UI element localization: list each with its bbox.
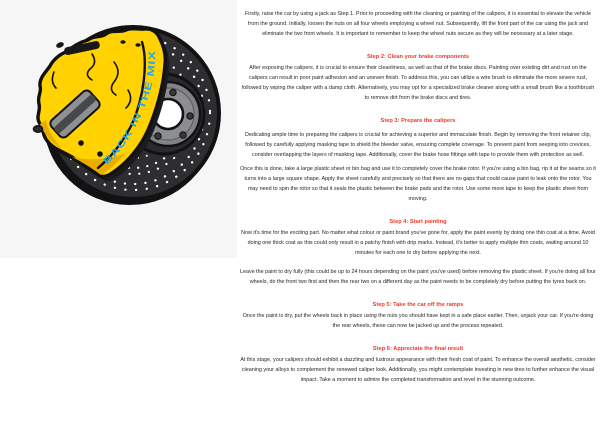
step-4-paragraph-2: Leave the paint to dry fully (this could be up to 24 hours depending on the paint you've used) before removing the plastic sheet. If you're doing all four wheels, do the front two first and then the rear two on a different day as the paint needs to be completely dry before putting the tyres back on. (240, 269, 596, 285)
step-5-paragraph: Once the paint is dry, put the wheels back in place using the nuts you should have kept in a safe place earlier. Then, unjack your car. If you're doing the rear wheels, these can now be jacked up and the process repeated. (242, 313, 594, 329)
step-4-heading: Step 4: Start painting (389, 219, 447, 225)
step-2-paragraph: After exposing the calipers, it is crucial to ensure their cleanliness, as well as that of the brake discs. Painting over existing dirt and rust on the calipers can result in poor paint adhesion and an uneven finish. To address this, you can utilize a wire brush to eliminate the more severe rust, followed by wiping the caliper with a damp cloth. Alternatively, you may opt for a specialized brake cleaner along with a small brush like a toothbrush to remove dirt from the brake discs and tires. (241, 65, 595, 101)
step-3-heading: Step 3: Prepare the calipers (380, 118, 456, 124)
intro-paragraph: Firstly, raise the car by using a jack as Step 1. Prior to proceeding with the cleaning or painting of the calipers, it is essential to elevate the vehicle from the ground. Initially, loosen the nuts on all four wheels employing a wheel nut. Subsequently, lift the front part of the car using the jack and eliminate the two front wheels. It is important to remember to keep the wheel nuts secure as they will be necessary at a later stage. (245, 11, 591, 37)
step-3-paragraph-2: Once this is done, take a large plastic sheet or bin bag and use it to completely cover the brake rotor. If you're using a bin bag, rip it at the seams so it turns into a large square shape. Apply the sheet carefully and precisely so that there are no gaps that could cause paint to leak onto the rotor. You may need to spin the rotor so that it seals the plastic between the brake pads and the rotor. Use some more tape to keep the plastic sheet from moving. (240, 166, 596, 202)
brake-caliper-illustration (2, 2, 234, 214)
step-2-heading: Step 2: Clean your brake components (366, 54, 470, 60)
step-6-heading: Step 6: Appreciate the final result (372, 346, 464, 352)
step-6-paragraph: At this stage, your calipers should exhibit a dazzling and lustrous appearance with their fresh coat of paint. To enhance the overall aesthetic, consider cleaning your alloys to complement the renewed caliper look. Additionally, you might contemplate investing in new tires to further enhance the visual impact. Take a moment to admire the completed transformation and revel in the stunning outcome. (240, 357, 596, 383)
step-5-heading: Step 5: Take the car off the ramps (372, 302, 464, 308)
step-4-paragraph-1: Now it's time for the exciting part. No matter what colour or paint brand you've gone for, apply the paint evenly by doing one thin coat at a time. Avoid doing one thick coat as this could only result in a patchy finish with drip marks. Instead, it's better to apply multiple thin coats, waiting around 10 minutes for each one to dry before applying the next. (241, 230, 595, 256)
step-3-paragraph-1: Dedicating ample time to preparing the calipers is crucial for achieving a superior and immaculate finish. Begin by removing the front retainer clip, followed by carefully applying masking tape to shield the bleeder valve, ensuring complete coverage. To prevent paint from seeping into crevices, consider overlapping the layers of masking tape. Additionally, cover the brake hose fittings with tape to provide them with protection as well. (244, 132, 592, 158)
brake-illustration-svg (2, 2, 234, 214)
article-column (237, 0, 599, 385)
caliper-text: BACK IN THE MIX (101, 53, 159, 168)
